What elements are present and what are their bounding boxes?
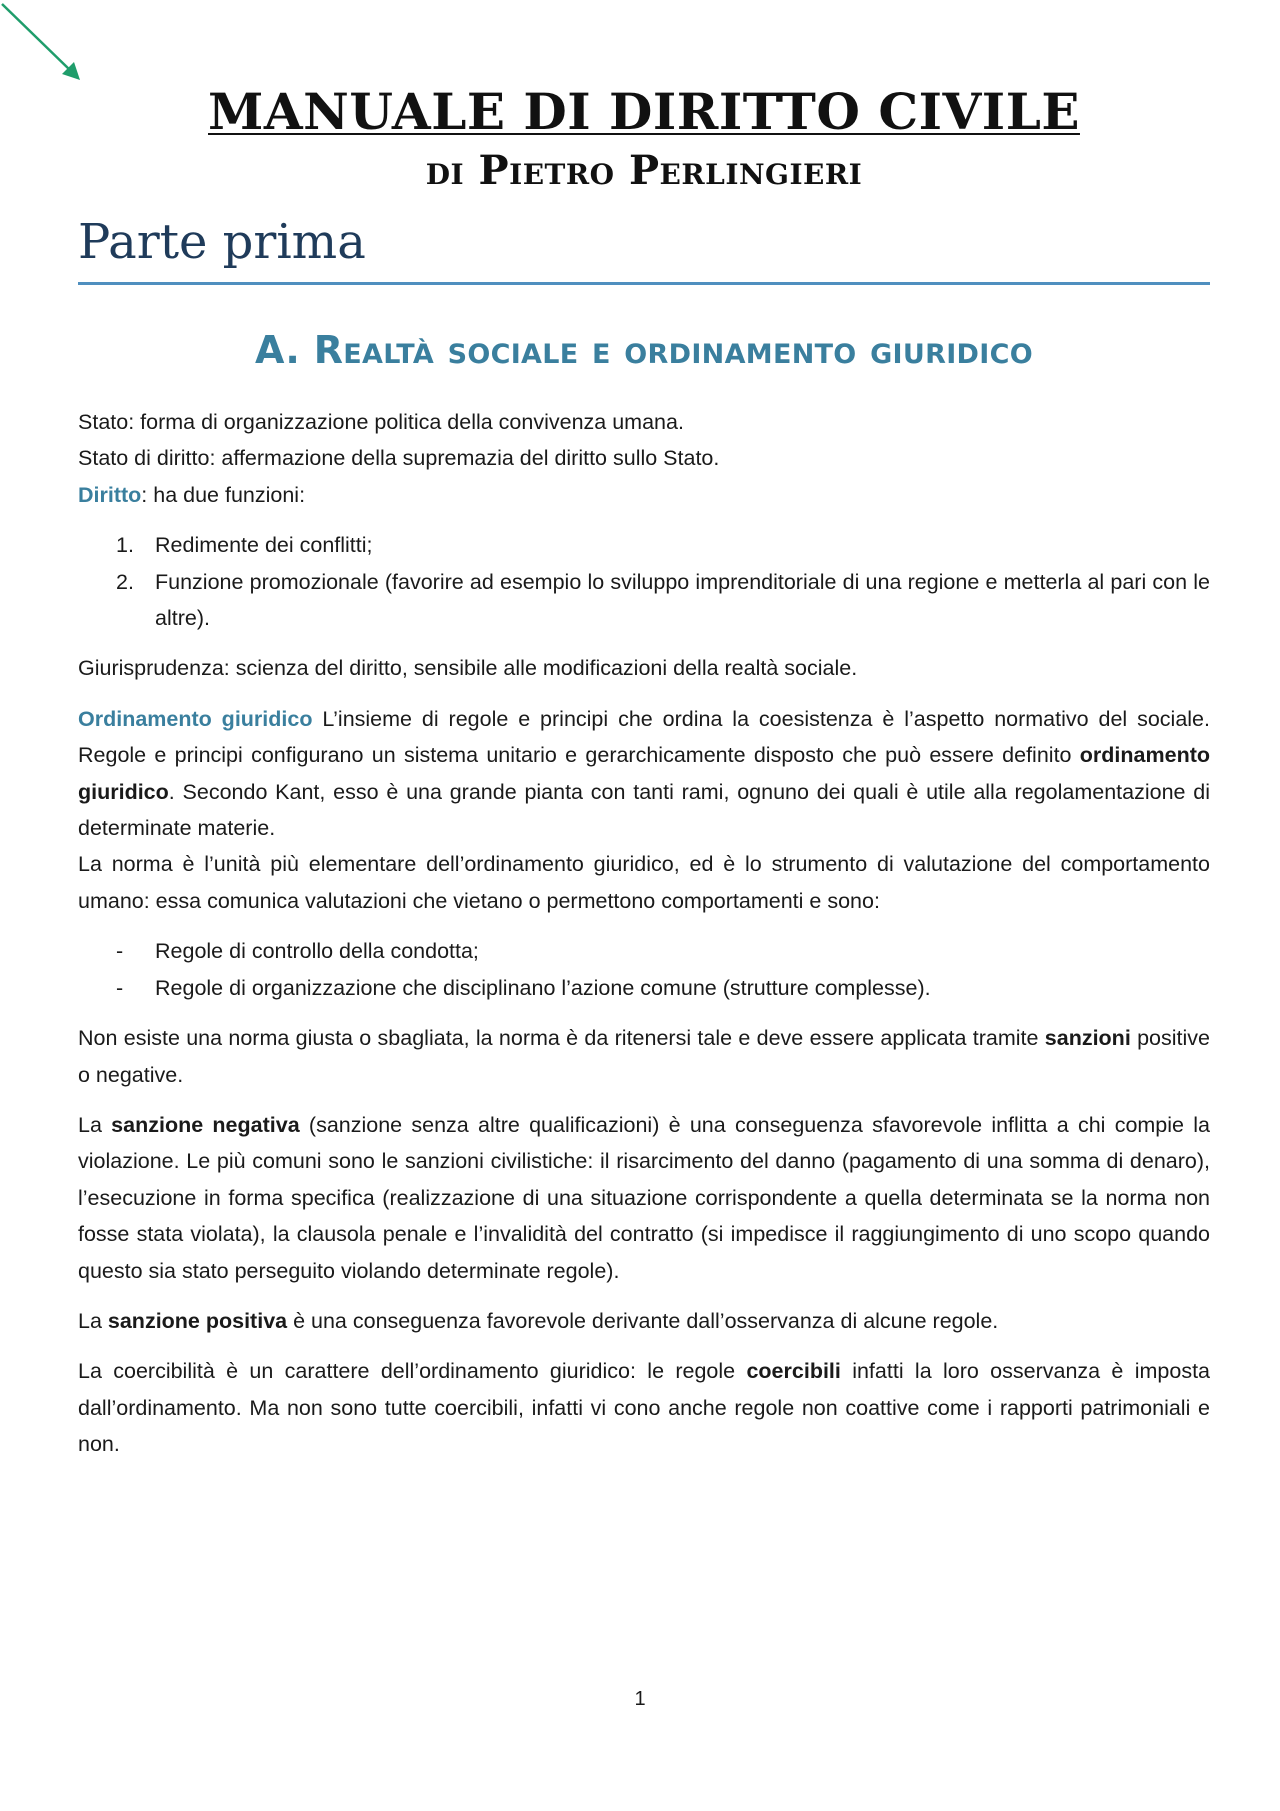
list-item <box>78 564 1210 637</box>
list-item <box>78 970 1210 1006</box>
bold-term: sanzione negativa <box>111 1112 300 1137</box>
paragraph-diritto <box>78 477 1210 513</box>
list-marker: - <box>116 975 124 1000</box>
document-body <box>78 404 1210 1463</box>
document-subtitle: di Pietro Perlingieri <box>425 147 863 194</box>
paragraph-coercibilita <box>78 1353 1210 1462</box>
list-item-text: Redimente dei conflitti; <box>155 533 373 558</box>
paragraph-sanzione-negativa <box>78 1107 1210 1289</box>
paragraph-stato-di-diritto: Stato di diritto: affermazione della supremazia del diritto sullo Stato. <box>78 446 720 471</box>
paragraph-text: è una conseguenza favorevole derivante dall’osservanza di alcune regole. <box>287 1308 999 1333</box>
paragraph-text: La <box>78 1308 108 1333</box>
list-item-text: Funzione promozionale (favorire ad esempio lo sviluppo imprenditoriale di una regione e metterla al pari con le altre). <box>155 569 1210 631</box>
list-item-text: Regole di organizzazione che disciplinano l’azione comune (strutture complesse). <box>155 975 931 1000</box>
paragraph-text: infatti la loro osservanza è imposta dall’ordinamento. Ma non sono tutte coercibili, infatti vi cono anche regole non coattive come i rapporti patrimoniali e non. <box>78 1359 1210 1457</box>
term-diritto: Diritto <box>78 482 142 507</box>
list-item <box>78 527 1210 563</box>
paragraph-norma-giusta <box>78 1020 1210 1093</box>
paragraph-giurisprudenza: Giurisprudenza: scienza del diritto, sensibile alle modificazioni della realtà sociale. <box>78 656 858 681</box>
paragraph-sanzione-positiva <box>78 1303 1210 1339</box>
term-ordinamento-giuridico: Ordinamento giuridico <box>78 706 313 731</box>
paragraph-text: . Secondo Kant, esso è una grande pianta con tanti rami, ognuno dei quali è utile alla regolamentazione di determinate materie. <box>78 779 1210 841</box>
document-title: MANUALE DI DIRITTO CIVILE <box>208 82 1080 141</box>
list-item-text: Regole di controllo della condotta; <box>155 939 479 964</box>
list-marker: - <box>116 939 124 964</box>
paragraph-diritto-text: : ha due funzioni: <box>141 482 306 507</box>
paragraph-text: La <box>78 1112 112 1137</box>
document-title-block <box>78 80 1210 198</box>
paragraph-ordinamento <box>78 701 1210 847</box>
rules-list <box>78 933 1210 1006</box>
bold-term: sanzione positiva <box>107 1308 288 1333</box>
list-item <box>78 933 1210 969</box>
paragraph-text: Non esiste una norma giusta o sbagliata, la norma è da ritenersi tale e deve essere applicata tramite <box>78 1026 1045 1051</box>
list-marker: 2. <box>116 569 134 594</box>
bold-term: sanzioni <box>1044 1026 1131 1051</box>
arrow-cursor-icon <box>0 0 90 90</box>
bold-term: ordinamento giuridico <box>78 743 1210 804</box>
paragraph-norma: La norma è l’unità più elementare dell’ordinamento giuridico, ed è lo strumento di valutazione del comportamento umano: essa comunica valutazioni che vietano o permettono comportamenti e sono: <box>78 852 1210 913</box>
paragraph-text: L’insieme di regole e principi che ordina la coesistenza è l’aspetto normativo del sociale. Regole e principi configurano un sistema unitario e gerarchicamente disposto che può essere definito <box>78 706 1210 768</box>
paragraph-stato: Stato: forma di organizzazione politica della convivenza umana. <box>78 410 684 434</box>
paragraph-text: (sanzione senza altre qualificazioni) è una conseguenza sfavorevole inflitta a chi compie la violazione. Le più comuni sono le sanzioni civilistiche: il risarcimento del danno (pagamento di una somma di denaro), l’esecuzione in forma specifica (realizzazione di una situazione corrispondente a quella determinata se la norma non fosse stata violata), la clausola penale e l’invalidità del contratto (si impedisce il raggiungimento di uno scopo quando questo sia stato perseguito violando determinate regole). <box>78 1112 1210 1283</box>
page-number: 1 <box>634 1688 646 1710</box>
paragraph-text: positive o negative. <box>78 1026 1210 1087</box>
paragraph-text: La coercibilità è un carattere dell’ordinamento giuridico: le regole <box>78 1359 747 1384</box>
part-title: Parte prima <box>78 212 1210 285</box>
list-marker: 1. <box>116 533 134 558</box>
section-heading: A. Realtà sociale e ordinamento giuridico <box>255 328 1033 372</box>
functions-list <box>78 527 1210 636</box>
bold-term: coercibili <box>746 1359 841 1384</box>
